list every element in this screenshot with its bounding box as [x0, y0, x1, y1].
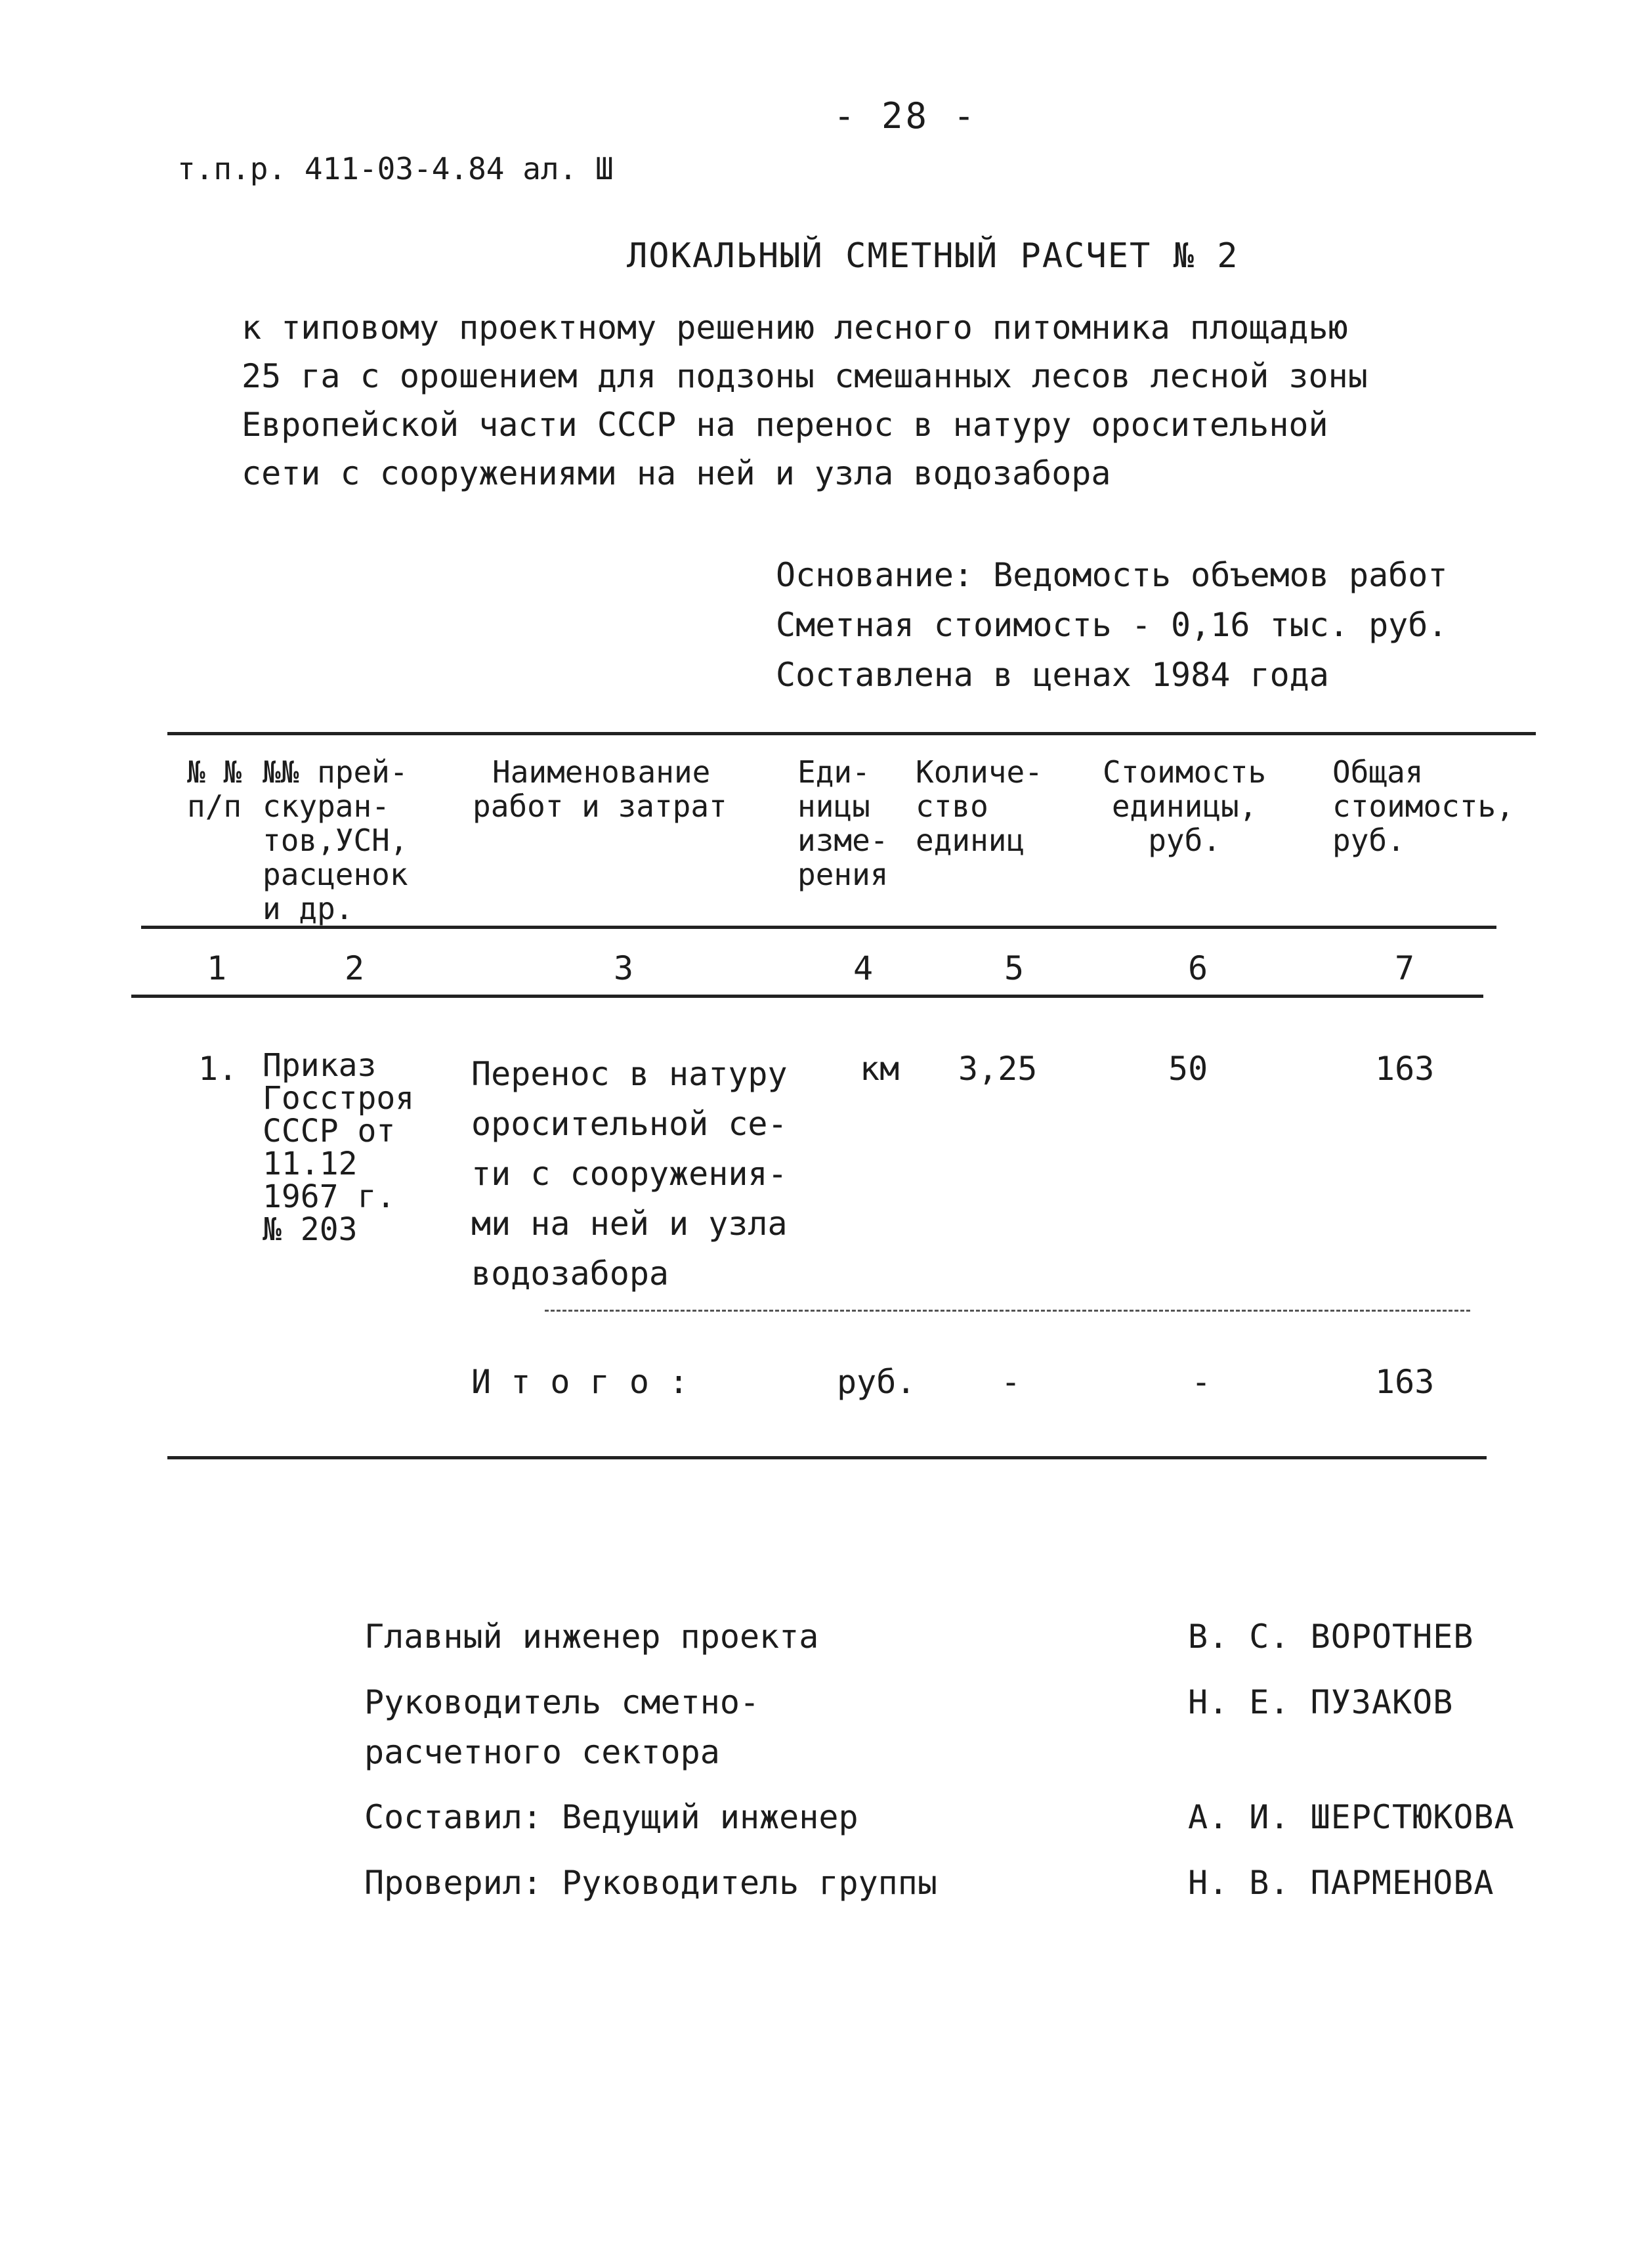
basis-prices: Составлена в ценах 1984 года	[776, 656, 1329, 694]
column-number: 3	[613, 949, 634, 987]
total-quantity: -	[1001, 1363, 1021, 1401]
header-col-unit-cost: Стоимость единицы, руб.	[1103, 754, 1267, 858]
row-name: Перенос в натуру оросительной се- ти с сооружения- ми на ней и узла водозабора	[471, 1055, 788, 1293]
header-col-quantity: Количе- ство единиц	[916, 754, 1043, 858]
row-total: 163	[1375, 1050, 1435, 1088]
row-index: 1.	[198, 1050, 238, 1088]
row-source: Приказ Госстроя СССР от 11.12 1967 г. № 203	[263, 1047, 415, 1248]
document-subtitle	[242, 303, 1462, 498]
document-reference: т.п.р. 411-03-4.84 ал. Ш	[177, 151, 614, 186]
basis-foundation: Основание: Ведомость объемов работ	[776, 556, 1448, 594]
table-top-rule	[167, 732, 1536, 735]
subtitle-line: сети с сооружениями на ней и узла водозабора	[242, 454, 1111, 492]
signature-name: А. И. ШЕРСТЮКОВА	[1188, 1798, 1515, 1836]
page-number: - 28 -	[834, 95, 978, 137]
column-numbers-rule	[131, 995, 1483, 998]
header-col-source: №№ прей- скуран- тов,УСН, расценок и др.	[263, 754, 408, 926]
column-number: 7	[1394, 949, 1415, 987]
signature-name: В. С. ВОРОТНЕВ	[1188, 1618, 1474, 1656]
total-unit-cost: -	[1191, 1363, 1212, 1401]
table-bottom-rule	[167, 1456, 1487, 1459]
header-col-total: Общая стоимость, руб.	[1332, 754, 1514, 858]
signature-position: Главный инженер проекта	[364, 1618, 819, 1656]
total-unit: руб.	[837, 1363, 916, 1401]
signature-name: Н. Е. ПУЗАКОВ	[1188, 1683, 1454, 1721]
row-quantity: 3,25	[958, 1050, 1038, 1088]
column-number: 5	[1004, 949, 1025, 987]
signature-name: Н. В. ПАРМЕНОВА	[1188, 1864, 1494, 1902]
estimate-basis	[776, 550, 1448, 700]
signature-position: Составил: Ведущий инженер	[364, 1798, 858, 1836]
basis-estimated-cost: Сметная стоимость - 0,16 тыс. руб.	[776, 606, 1448, 644]
column-number: 2	[344, 949, 365, 987]
header-col-name: Наименование работ и затрат	[473, 754, 727, 824]
column-number: 4	[853, 949, 874, 987]
signature-position: Руководитель сметно- расчетного сектора	[364, 1683, 760, 1771]
header-col-unit: Еди- ницы изме- рения	[797, 754, 889, 892]
row-unit-cost: 50	[1168, 1050, 1208, 1088]
total-label: И т о г о :	[471, 1363, 689, 1401]
document-title: ЛОКАЛЬНЫЙ СМЕТНЫЙ РАСЧЕТ № 2	[627, 236, 1239, 276]
row-separator-rule	[545, 1310, 1470, 1312]
subtitle-line: 25 га с орошением для подзоны смешанных лесов лесной зоны	[242, 357, 1368, 395]
column-number: 6	[1187, 949, 1208, 987]
header-col-index: № № п/п	[187, 754, 242, 824]
row-unit: км	[860, 1050, 900, 1088]
subtitle-line: Европейской части СССР на перенос в натуру оросительной	[242, 406, 1328, 444]
subtitle-line: к типовому проектному решению лесного питомника площадью	[242, 309, 1348, 347]
total-sum: 163	[1375, 1363, 1435, 1401]
signature-position: Проверил: Руководитель группы	[364, 1864, 937, 1902]
column-number: 1	[206, 949, 227, 987]
